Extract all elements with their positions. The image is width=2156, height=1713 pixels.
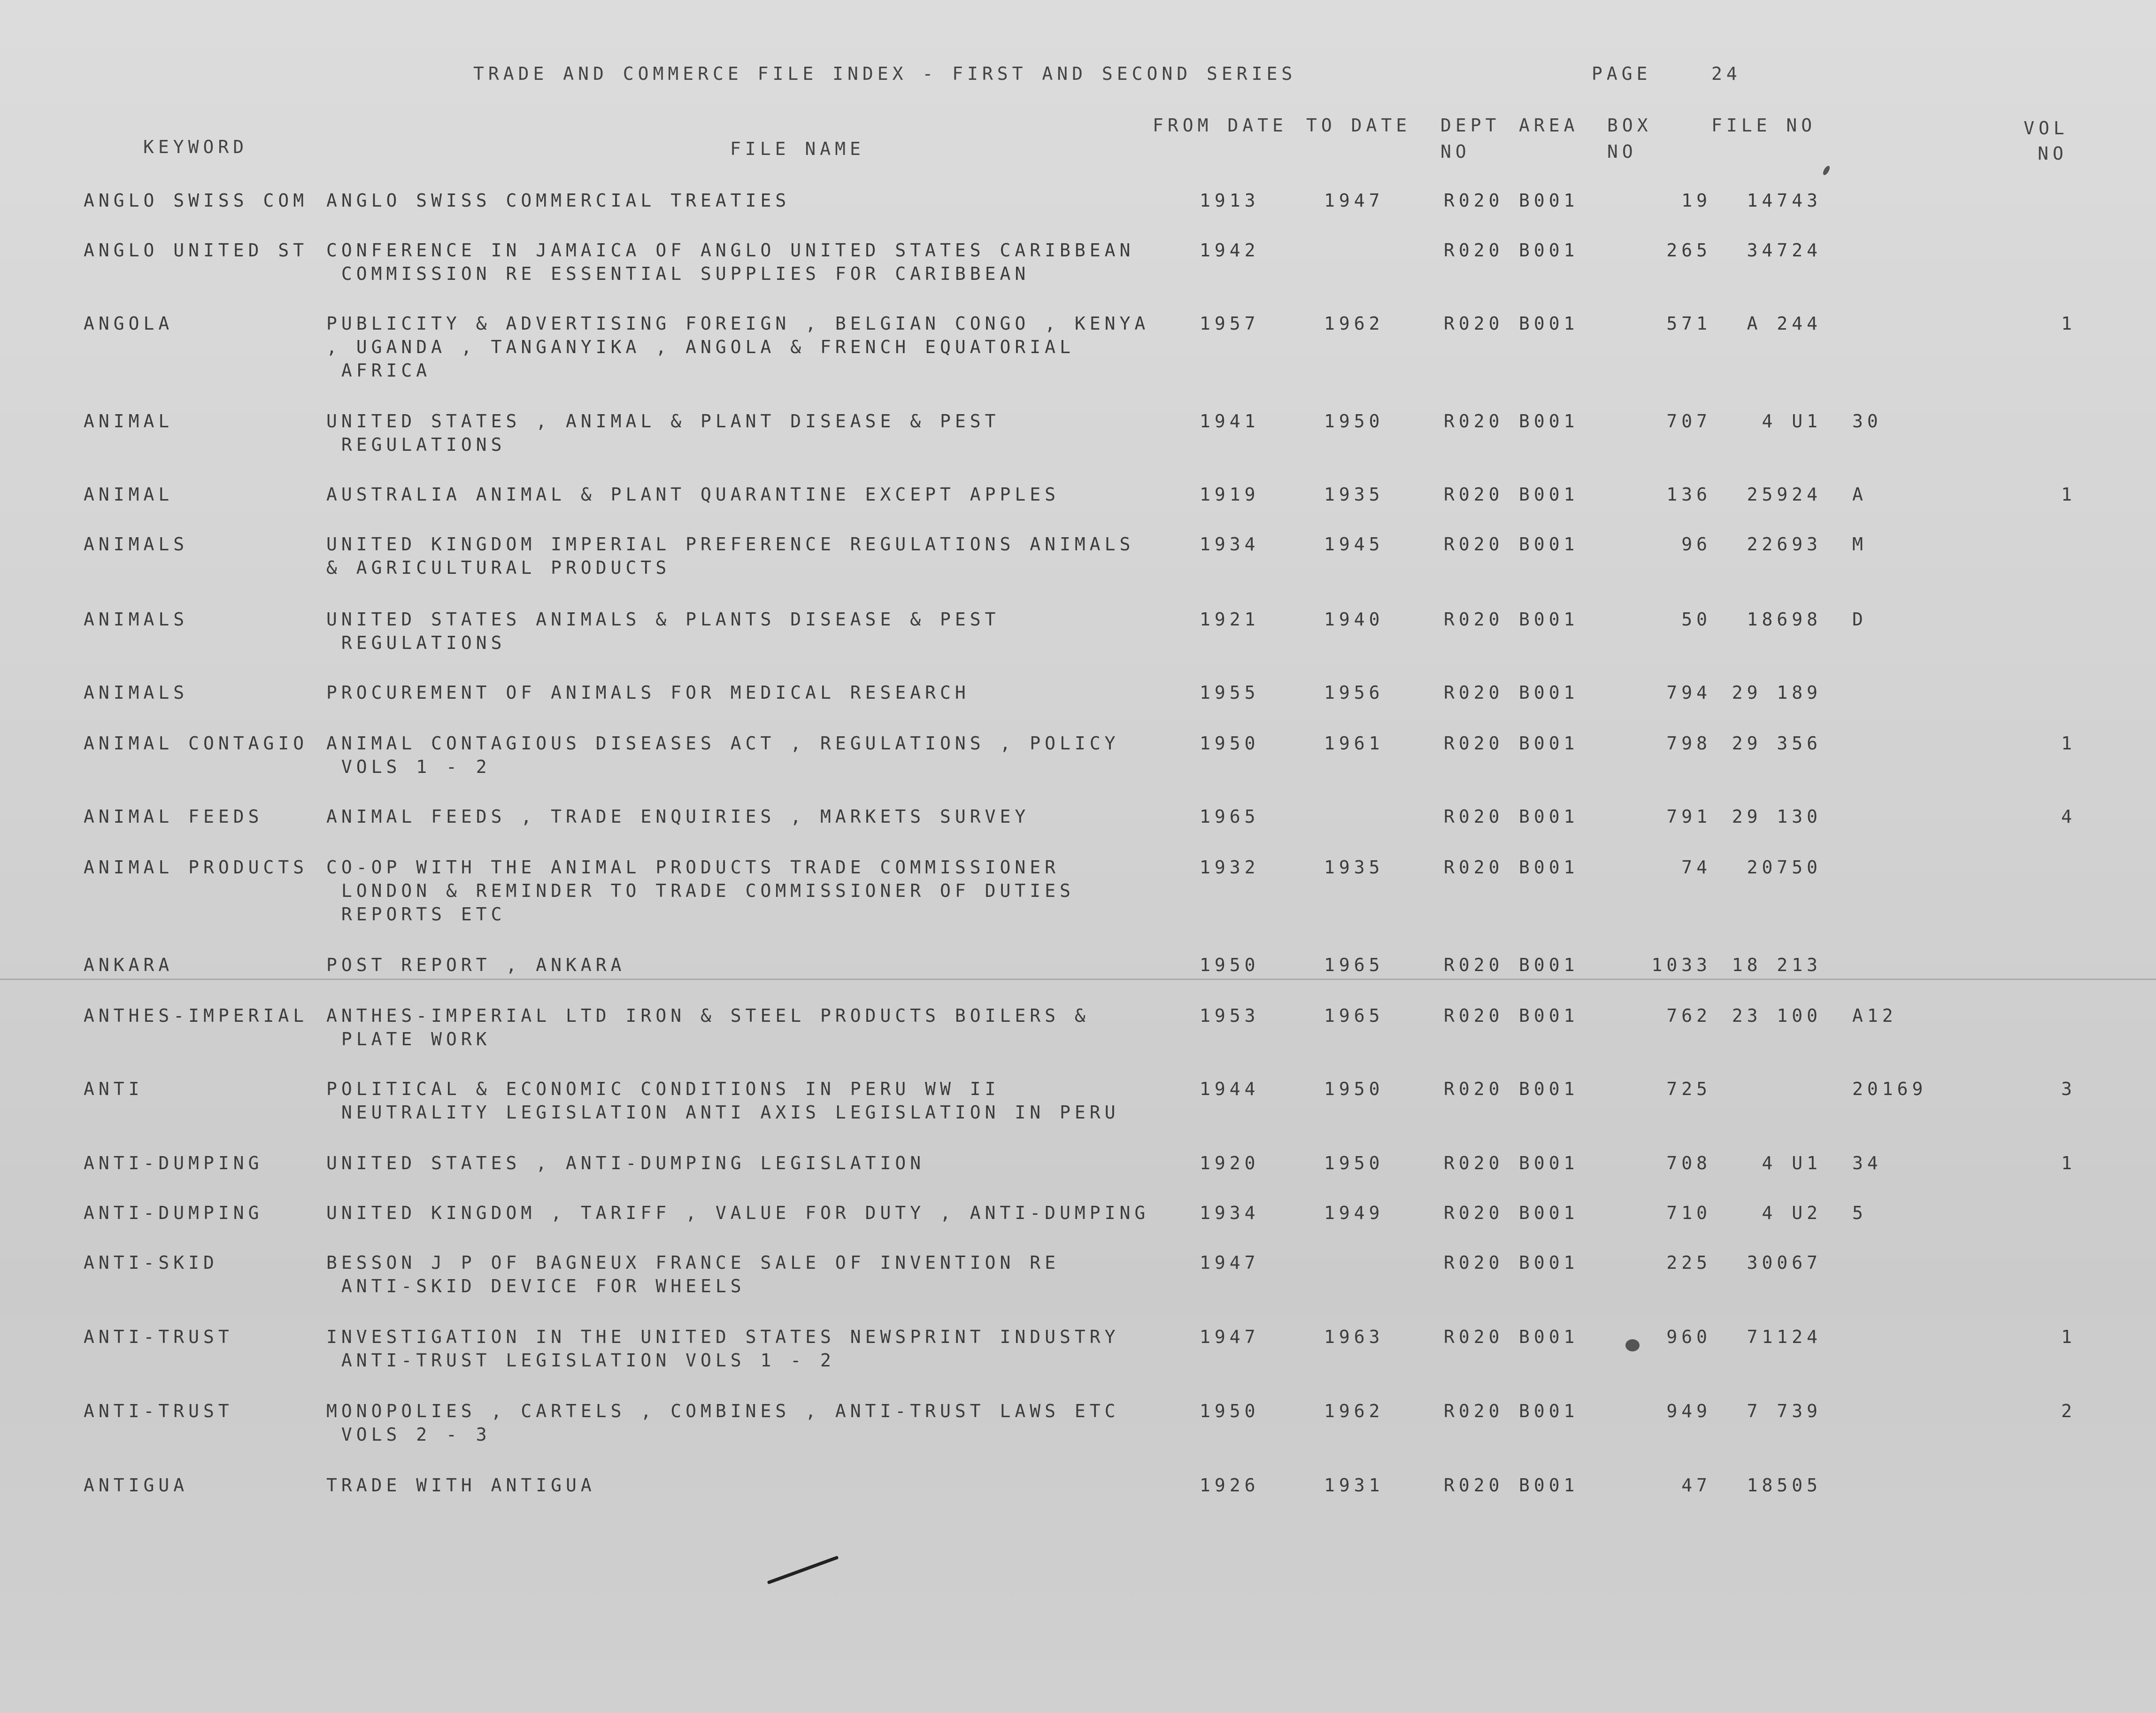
row-to-date: 1940 xyxy=(1324,609,1384,630)
row-area: B001 xyxy=(1519,682,1579,703)
row-area: B001 xyxy=(1519,1153,1579,1173)
row-keyword: ANIMALS xyxy=(84,534,189,555)
row-file-name-line: BESSON J P OF BAGNEUX FRANCE SALE OF INVENTION RE xyxy=(326,1252,1060,1273)
column-header-box: BOX xyxy=(1607,115,1652,136)
row-keyword: ANKARA xyxy=(84,955,174,975)
column-header-file-name: FILE NAME xyxy=(730,139,865,159)
row-to-date: 1950 xyxy=(1324,1153,1384,1173)
row-file-no: 29 130 xyxy=(1732,806,1822,827)
row-file-name-line: UNITED STATES , ANIMAL & PLANT DISEASE & PEST xyxy=(326,411,1000,432)
row-dept-no: R020 xyxy=(1444,955,1504,975)
row-file-name-line: POST REPORT , ANKARA xyxy=(326,955,626,975)
row-file-no: 29 189 xyxy=(1732,682,1822,703)
row-file-name-line: ANTHES-IMPERIAL LTD IRON & STEEL PRODUCTS BOILERS & xyxy=(326,1005,1090,1026)
column-header-area: AREA xyxy=(1519,115,1579,136)
row-keyword: ANTI-TRUST xyxy=(84,1401,233,1421)
row-box-no: 74 xyxy=(1681,857,1711,878)
page-number: 24 xyxy=(1711,63,1741,84)
row-keyword: ANGLO UNITED ST xyxy=(84,240,308,261)
row-area: B001 xyxy=(1519,1079,1579,1099)
page-label: PAGE xyxy=(1592,63,1652,84)
row-file-name-line: CO-OP WITH THE ANIMAL PRODUCTS TRADE COMMISSIONER xyxy=(326,857,1060,878)
row-dept-no: R020 xyxy=(1444,609,1504,630)
row-from-date: 1950 xyxy=(1200,733,1260,754)
row-file-no: 71124 xyxy=(1747,1327,1822,1347)
row-to-date: 1935 xyxy=(1324,484,1384,505)
row-file-no: 18698 xyxy=(1747,609,1822,630)
row-file-name-line: TRADE WITH ANTIGUA xyxy=(326,1475,596,1496)
row-dept-no: R020 xyxy=(1444,1475,1504,1496)
row-dept-no: R020 xyxy=(1444,1327,1504,1347)
row-area: B001 xyxy=(1519,313,1579,334)
row-vol-no: 1 xyxy=(2061,484,2076,505)
row-to-date: 1950 xyxy=(1324,1079,1384,1099)
row-file-no: A 244 xyxy=(1747,313,1822,334)
row-box-no: 50 xyxy=(1681,609,1711,630)
row-file-name-line: ANTI-TRUST LEGISLATION VOLS 1 - 2 xyxy=(326,1350,835,1371)
row-from-date: 1950 xyxy=(1200,955,1260,975)
row-area: B001 xyxy=(1519,534,1579,555)
row-keyword: ANTI-DUMPING xyxy=(84,1203,263,1223)
row-from-date: 1934 xyxy=(1200,1203,1260,1223)
column-header-keyword: KEYWORD xyxy=(143,137,248,157)
row-keyword: ANIMAL PRODUCTS xyxy=(84,857,308,878)
row-file-name-line: UNITED STATES ANIMALS & PLANTS DISEASE & PEST xyxy=(326,609,1000,630)
row-to-date: 1961 xyxy=(1324,733,1384,754)
row-to-date: 1965 xyxy=(1324,1005,1384,1026)
row-area: B001 xyxy=(1519,1401,1579,1421)
row-area: B001 xyxy=(1519,733,1579,754)
row-file-name-line: LONDON & REMINDER TO TRADE COMMISSIONER OF DUTIES xyxy=(326,880,1075,901)
row-keyword: ANTI-DUMPING xyxy=(84,1153,263,1173)
row-area: B001 xyxy=(1519,857,1579,878)
row-vol-no: 1 xyxy=(2061,733,2076,754)
row-keyword: ANTI-TRUST xyxy=(84,1327,233,1347)
row-from-date: 1955 xyxy=(1200,682,1260,703)
row-area: B001 xyxy=(1519,484,1579,505)
row-file-no: 23 100 xyxy=(1732,1005,1822,1026)
row-file-no: 34724 xyxy=(1747,240,1822,261)
page-title: TRADE AND COMMERCE FILE INDEX - FIRST AND SECOND SERIES xyxy=(473,63,1297,84)
row-area: B001 xyxy=(1519,411,1579,432)
row-file-name-line: ANGLO SWISS COMMERCIAL TREATIES xyxy=(326,190,791,211)
row-area: B001 xyxy=(1519,1005,1579,1026)
row-box-no: 949 xyxy=(1666,1401,1711,1421)
row-vol-no: 3 xyxy=(2061,1079,2076,1099)
row-file-suffix: A12 xyxy=(1852,1005,1897,1026)
row-box-no: 136 xyxy=(1666,484,1711,505)
row-box-no: 725 xyxy=(1666,1079,1711,1099)
row-file-name-line: VOLS 1 - 2 xyxy=(326,756,491,777)
row-from-date: 1947 xyxy=(1200,1327,1260,1347)
row-area: B001 xyxy=(1519,240,1579,261)
column-header-box-no: NO xyxy=(1607,141,1637,162)
row-from-date: 1947 xyxy=(1200,1252,1260,1273)
column-header-vol-no: NO xyxy=(2038,143,2068,164)
column-header-file-no: FILE NO xyxy=(1711,115,1817,136)
row-dept-no: R020 xyxy=(1444,1005,1504,1026)
row-dept-no: R020 xyxy=(1444,190,1504,211)
row-keyword: ANTI-SKID xyxy=(84,1252,218,1273)
row-to-date: 1945 xyxy=(1324,534,1384,555)
row-file-no: 25924 xyxy=(1747,484,1822,505)
row-file-name-line: AFRICA xyxy=(326,360,431,381)
row-from-date: 1941 xyxy=(1200,411,1260,432)
row-vol-no: 2 xyxy=(2061,1401,2076,1421)
row-from-date: 1944 xyxy=(1200,1079,1260,1099)
row-from-date: 1921 xyxy=(1200,609,1260,630)
row-file-name-line: ANIMAL FEEDS , TRADE ENQUIRIES , MARKETS SURVEY xyxy=(326,806,1030,827)
row-dept-no: R020 xyxy=(1444,1153,1504,1173)
row-to-date: 1950 xyxy=(1324,411,1384,432)
ink-speck xyxy=(1822,165,1831,176)
row-from-date: 1950 xyxy=(1200,1401,1260,1421)
row-dept-no: R020 xyxy=(1444,240,1504,261)
row-dept-no: R020 xyxy=(1444,1079,1504,1099)
row-box-no: 96 xyxy=(1681,534,1711,555)
row-keyword: ANIMALS xyxy=(84,682,189,703)
row-file-suffix: 5 xyxy=(1852,1203,1867,1223)
row-file-name-line: AUSTRALIA ANIMAL & PLANT QUARANTINE EXCEPT APPLES xyxy=(326,484,1060,505)
row-file-no: 29 356 xyxy=(1732,733,1822,754)
row-box-no: 960 xyxy=(1666,1327,1711,1347)
row-file-name-line: PLATE WORK xyxy=(326,1029,491,1049)
row-keyword: ANIMAL CONTAGIO xyxy=(84,733,308,754)
row-file-no: 7 739 xyxy=(1747,1401,1822,1421)
row-keyword: ANTIGUA xyxy=(84,1475,189,1496)
row-file-no: 4 U1 xyxy=(1762,411,1822,432)
row-to-date: 1947 xyxy=(1324,190,1384,211)
row-file-name-line: NEUTRALITY LEGISLATION ANTI AXIS LEGISLATION IN PERU xyxy=(326,1102,1120,1123)
row-dept-no: R020 xyxy=(1444,484,1504,505)
row-box-no: 571 xyxy=(1666,313,1711,334)
row-file-name-line: UNITED KINGDOM , TARIFF , VALUE FOR DUTY , ANTI-DUMPING xyxy=(326,1203,1150,1223)
column-header-dept-no: NO xyxy=(1440,141,1471,162)
row-file-name-line: ANIMAL CONTAGIOUS DISEASES ACT , REGULATIONS , POLICY xyxy=(326,733,1120,754)
row-box-no: 47 xyxy=(1681,1475,1711,1496)
row-area: B001 xyxy=(1519,1252,1579,1273)
row-dept-no: R020 xyxy=(1444,1203,1504,1223)
row-dept-no: R020 xyxy=(1444,857,1504,878)
row-to-date: 1956 xyxy=(1324,682,1384,703)
row-keyword: ANTI xyxy=(84,1079,144,1099)
row-file-name-line: COMMISSION RE ESSENTIAL SUPPLIES FOR CARIBBEAN xyxy=(326,263,1030,284)
row-keyword: ANGOLA xyxy=(84,313,174,334)
column-header-dept: DEPT xyxy=(1440,115,1501,136)
row-box-no: 762 xyxy=(1666,1005,1711,1026)
row-file-no: 22693 xyxy=(1747,534,1822,555)
row-keyword: ANGLO SWISS COM xyxy=(84,190,308,211)
row-file-name-line: & AGRICULTURAL PRODUCTS xyxy=(326,557,671,578)
row-file-no: 18 213 xyxy=(1732,955,1822,975)
column-header-vol: VOL xyxy=(2024,118,2069,139)
row-file-name-line: REGULATIONS xyxy=(326,434,506,455)
row-area: B001 xyxy=(1519,1475,1579,1496)
row-from-date: 1932 xyxy=(1200,857,1260,878)
row-file-name-line: VOLS 2 - 3 xyxy=(326,1424,491,1445)
row-vol-no: 1 xyxy=(2061,313,2076,334)
row-keyword: ANIMAL FEEDS xyxy=(84,806,263,827)
row-vol-no: 1 xyxy=(2061,1327,2076,1347)
row-box-no: 710 xyxy=(1666,1203,1711,1223)
row-keyword: ANIMALS xyxy=(84,609,189,630)
row-file-name-line: ANTI-SKID DEVICE FOR WHEELS xyxy=(326,1276,746,1296)
row-file-name-line: PUBLICITY & ADVERTISING FOREIGN , BELGIAN CONGO , KENYA xyxy=(326,313,1150,334)
row-dept-no: R020 xyxy=(1444,1252,1504,1273)
row-file-no: 18505 xyxy=(1747,1475,1822,1496)
row-file-suffix: 30 xyxy=(1852,411,1882,432)
row-file-no: 4 U2 xyxy=(1762,1203,1822,1223)
row-area: B001 xyxy=(1519,609,1579,630)
row-area: B001 xyxy=(1519,190,1579,211)
row-to-date: 1931 xyxy=(1324,1475,1384,1496)
row-file-suffix: 34 xyxy=(1852,1153,1882,1173)
row-dept-no: R020 xyxy=(1444,682,1504,703)
column-header-to-date: TO DATE xyxy=(1306,115,1411,136)
row-dept-no: R020 xyxy=(1444,733,1504,754)
row-vol-no: 1 xyxy=(2061,1153,2076,1173)
row-file-name-line: , UGANDA , TANGANYIKA , ANGOLA & FRENCH EQUATORIAL xyxy=(326,337,1075,357)
row-box-no: 708 xyxy=(1666,1153,1711,1173)
row-dept-no: R020 xyxy=(1444,411,1504,432)
row-file-no: 20750 xyxy=(1747,857,1822,878)
row-area: B001 xyxy=(1519,806,1579,827)
pen-stroke xyxy=(767,1556,839,1584)
row-keyword: ANIMAL xyxy=(84,411,174,432)
row-file-name-line: UNITED STATES , ANTI-DUMPING LEGISLATION xyxy=(326,1153,925,1173)
row-area: B001 xyxy=(1519,1203,1579,1223)
row-keyword: ANIMAL xyxy=(84,484,174,505)
row-file-name-line: CONFERENCE IN JAMAICA OF ANGLO UNITED STATES CARIBBEAN xyxy=(326,240,1135,261)
row-file-name-line: UNITED KINGDOM IMPERIAL PREFERENCE REGULATIONS ANIMALS xyxy=(326,534,1135,555)
row-vol-no: 4 xyxy=(2061,806,2076,827)
row-from-date: 1919 xyxy=(1200,484,1260,505)
row-file-name-line: REGULATIONS xyxy=(326,633,506,653)
row-keyword: ANTHES-IMPERIAL xyxy=(84,1005,308,1026)
row-file-no: 30067 xyxy=(1747,1252,1822,1273)
row-from-date: 1926 xyxy=(1200,1475,1260,1496)
row-area: B001 xyxy=(1519,1327,1579,1347)
row-box-no: 1033 xyxy=(1651,955,1711,975)
row-file-no: 4 U1 xyxy=(1762,1153,1822,1173)
row-from-date: 1913 xyxy=(1200,190,1260,211)
scan-line xyxy=(0,979,2156,980)
row-file-suffix: A xyxy=(1852,484,1867,505)
row-to-date: 1935 xyxy=(1324,857,1384,878)
row-from-date: 1953 xyxy=(1200,1005,1260,1026)
row-to-date: 1965 xyxy=(1324,955,1384,975)
row-to-date: 1962 xyxy=(1324,1401,1384,1421)
row-box-no: 794 xyxy=(1666,682,1711,703)
row-from-date: 1942 xyxy=(1200,240,1260,261)
row-file-name-line: MONOPOLIES , CARTELS , COMBINES , ANTI-TRUST LAWS ETC xyxy=(326,1401,1120,1421)
row-file-name-line: POLITICAL & ECONOMIC CONDITIONS IN PERU WW II xyxy=(326,1079,1000,1099)
row-file-name-line: INVESTIGATION IN THE UNITED STATES NEWSPRINT INDUSTRY xyxy=(326,1327,1120,1347)
row-dept-no: R020 xyxy=(1444,1401,1504,1421)
row-box-no: 19 xyxy=(1681,190,1711,211)
row-box-no: 791 xyxy=(1666,806,1711,827)
row-box-no: 225 xyxy=(1666,1252,1711,1273)
row-box-no: 798 xyxy=(1666,733,1711,754)
row-file-name-line: REPORTS ETC xyxy=(326,904,506,925)
row-file-suffix: D xyxy=(1852,609,1867,630)
column-header-from-date: FROM DATE xyxy=(1153,115,1287,136)
row-to-date: 1962 xyxy=(1324,313,1384,334)
row-dept-no: R020 xyxy=(1444,313,1504,334)
row-to-date: 1963 xyxy=(1324,1327,1384,1347)
row-dept-no: R020 xyxy=(1444,806,1504,827)
row-dept-no: R020 xyxy=(1444,534,1504,555)
row-from-date: 1920 xyxy=(1200,1153,1260,1173)
row-to-date: 1949 xyxy=(1324,1203,1384,1223)
ink-blot xyxy=(1625,1339,1640,1351)
row-from-date: 1934 xyxy=(1200,534,1260,555)
row-area: B001 xyxy=(1519,955,1579,975)
row-box-no: 707 xyxy=(1666,411,1711,432)
row-box-no: 265 xyxy=(1666,240,1711,261)
row-file-name-line: PROCUREMENT OF ANIMALS FOR MEDICAL RESEARCH xyxy=(326,682,970,703)
row-file-no: 14743 xyxy=(1747,190,1822,211)
row-from-date: 1957 xyxy=(1200,313,1260,334)
row-file-suffix: 20169 xyxy=(1852,1079,1927,1099)
row-from-date: 1965 xyxy=(1200,806,1260,827)
row-file-suffix: M xyxy=(1852,534,1867,555)
